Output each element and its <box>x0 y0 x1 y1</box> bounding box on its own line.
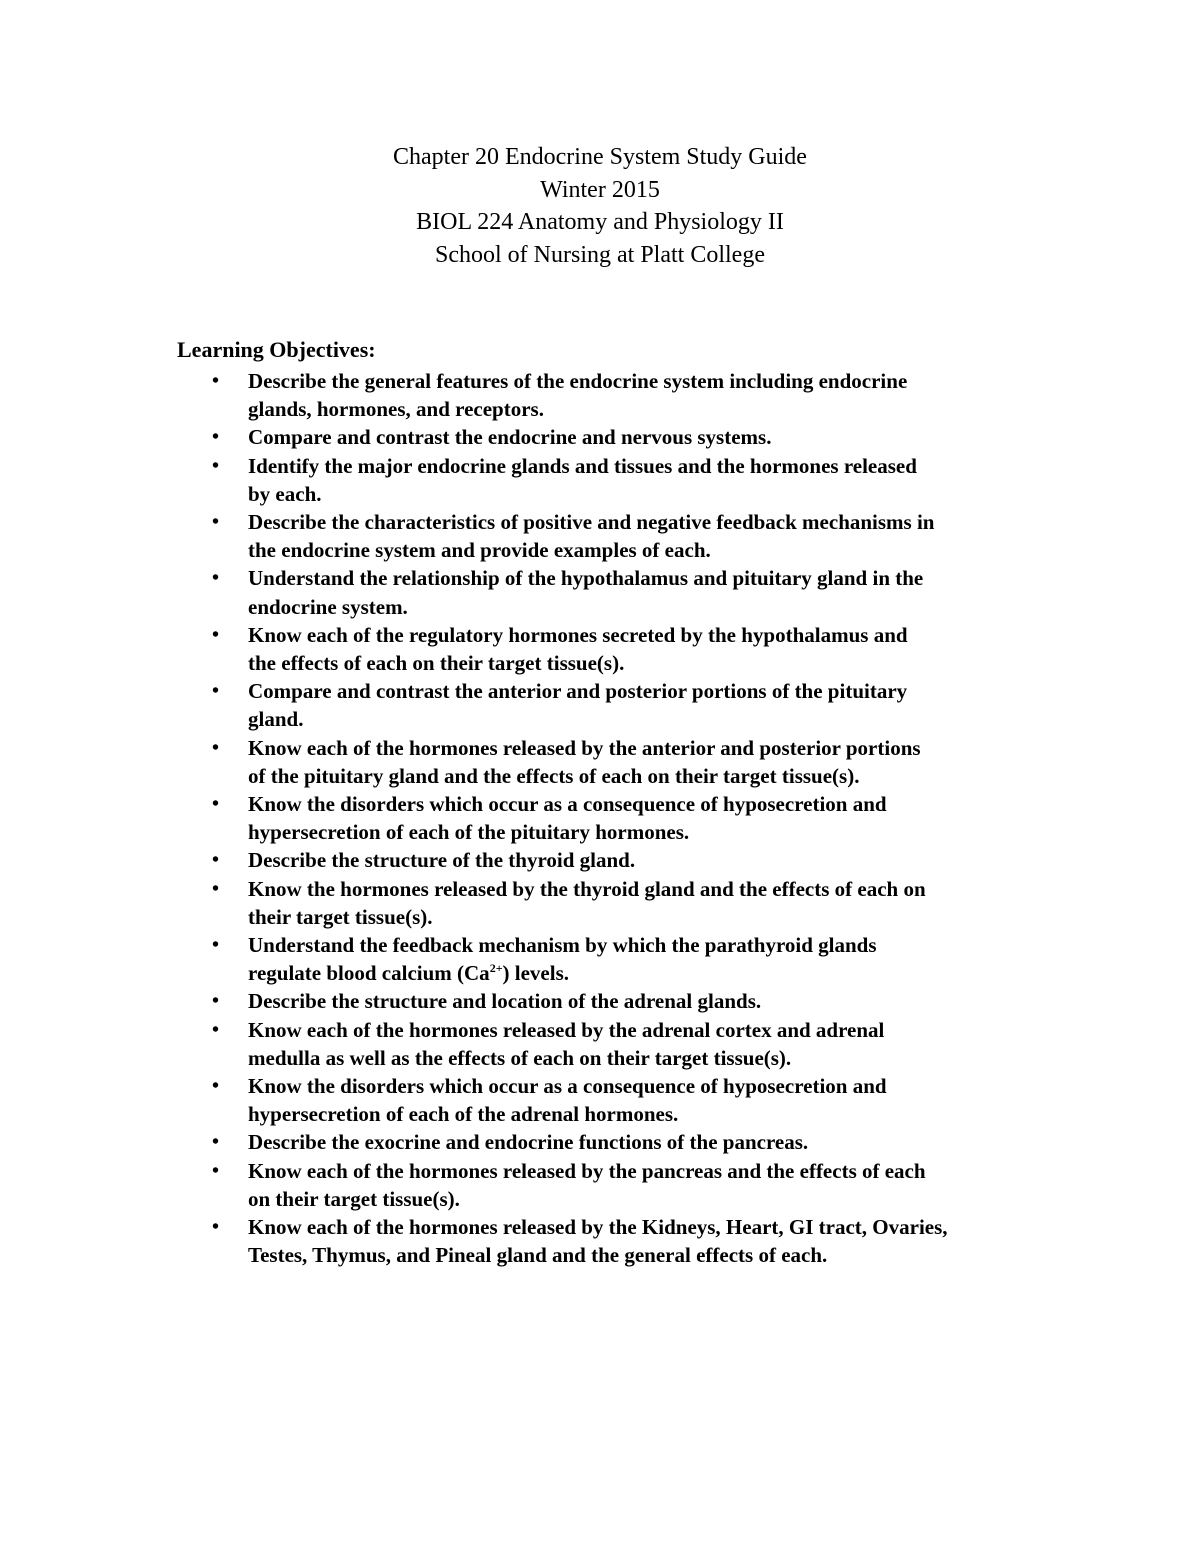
bullet-icon: • <box>212 1131 220 1154</box>
objective-text: their target tissue(s). <box>248 904 433 929</box>
bullet-icon: • <box>212 511 220 534</box>
learning-objectives-heading: Learning Objectives: <box>177 337 376 362</box>
objective-text: Know the disorders which occur as a consequence of hyposecretion and <box>248 792 887 817</box>
objective-item <box>212 367 1048 423</box>
objective-item <box>212 875 1048 931</box>
objective-text: the effects of each on their target tissue(s). <box>248 651 625 676</box>
objective-text: Know each of the hormones released by the Kidneys, Heart, GI tract, Ovaries, <box>248 1215 948 1240</box>
objective-item <box>212 931 1048 987</box>
objective-item <box>212 423 1048 451</box>
objective-item <box>212 1016 1048 1072</box>
bullet-icon: • <box>212 680 220 703</box>
bullet-icon: • <box>212 934 220 957</box>
objective-item <box>212 564 1048 620</box>
calcium-charge-superscript: 2+ <box>489 961 503 976</box>
learning-objectives-list <box>212 367 1048 1270</box>
objective-text: hypersecretion of each of the adrenal hormones. <box>248 1102 679 1127</box>
bullet-icon: • <box>212 454 220 477</box>
term-line: Winter 2015 <box>540 176 660 203</box>
objective-item <box>212 846 1048 874</box>
objective-text: Compare and contrast the endocrine and nervous systems. <box>248 425 772 450</box>
objective-text: medulla as well as the effects of each on their target tissue(s). <box>248 1045 792 1070</box>
objective-item <box>212 1128 1048 1156</box>
bullet-icon: • <box>212 1018 220 1041</box>
objective-text: Testes, Thymus, and Pineal gland and the general effects of each. <box>248 1243 828 1268</box>
bullet-icon: • <box>212 877 220 900</box>
objective-text: Know each of the hormones released by the pancreas and the effects of each <box>248 1158 926 1183</box>
objective-text: Understand the feedback mechanism by which the parathyroid glands <box>248 933 877 958</box>
objective-text: Understand the relationship of the hypothalamus and pituitary gland in the <box>248 566 924 591</box>
objective-text <box>248 959 1048 987</box>
objective-text: Describe the characteristics of positive and negative feedback mechanisms in <box>248 510 935 535</box>
objective-text: Describe the structure and location of the adrenal glands. <box>248 989 762 1014</box>
bullet-icon: • <box>212 736 220 759</box>
objective-text: Know each of the hormones released by the anterior and posterior portions <box>248 735 921 760</box>
objective-text: Describe the general features of the endocrine system including endocrine <box>248 369 908 393</box>
objective-text: Compare and contrast the anterior and posterior portions of the pituitary <box>248 679 908 704</box>
bullet-icon: • <box>212 793 220 816</box>
objective-text: Describe the exocrine and endocrine functions of the pancreas. <box>248 1130 809 1155</box>
bullet-icon: • <box>212 370 220 392</box>
objective-item <box>212 1157 1048 1213</box>
objective-text: Identify the major endocrine glands and tissues and the hormones released <box>248 453 917 478</box>
document-title-block <box>0 141 1200 271</box>
objective-item <box>212 790 1048 846</box>
objective-text: of the pituitary gland and the effects of each on their target tissue(s). <box>248 763 860 788</box>
objective-text: gland. <box>248 707 304 732</box>
bullet-icon: • <box>212 849 220 872</box>
bullet-icon: • <box>212 567 220 590</box>
objective-text: Describe the structure of the thyroid gland. <box>248 848 636 873</box>
objective-text: the endocrine system and provide examples of each. <box>248 538 711 563</box>
objective-text-segment: regulate blood calcium (Ca <box>248 961 490 986</box>
objective-item <box>212 452 1048 508</box>
bullet-icon: • <box>212 1075 220 1098</box>
objective-text: Know the hormones released by the thyroid gland and the effects of each on <box>248 876 926 901</box>
objective-item <box>212 1213 1048 1269</box>
objective-text: Know the disorders which occur as a consequence of hyposecretion and <box>248 1074 887 1099</box>
objective-item <box>212 734 1048 790</box>
objective-text: by each. <box>248 481 322 506</box>
bullet-icon: • <box>212 623 220 646</box>
objective-item <box>212 621 1048 677</box>
objective-item <box>212 677 1048 733</box>
course-line: BIOL 224 Anatomy and Physiology II <box>416 209 784 235</box>
objective-text: Know each of the regulatory hormones secreted by the hypothalamus and <box>248 622 908 647</box>
document-title: Chapter 20 Endocrine System Study Guide <box>393 144 807 170</box>
objective-item <box>212 987 1048 1015</box>
objective-item <box>212 508 1048 564</box>
school-line: School of Nursing at Platt College <box>435 241 765 268</box>
objective-text: endocrine system. <box>248 594 408 619</box>
bullet-icon: • <box>212 426 220 449</box>
objective-text: Know each of the hormones released by the adrenal cortex and adrenal <box>248 1017 885 1042</box>
bullet-icon: • <box>212 1159 220 1182</box>
objective-text: on their target tissue(s). <box>248 1186 460 1211</box>
objective-text: glands, hormones, and receptors. <box>248 397 544 422</box>
bullet-icon: • <box>212 990 220 1013</box>
objective-text: hypersecretion of each of the pituitary hormones. <box>248 820 690 845</box>
objective-item <box>212 1072 1048 1128</box>
bullet-icon: • <box>212 1216 220 1239</box>
objective-text-segment: ) levels. <box>502 961 570 986</box>
